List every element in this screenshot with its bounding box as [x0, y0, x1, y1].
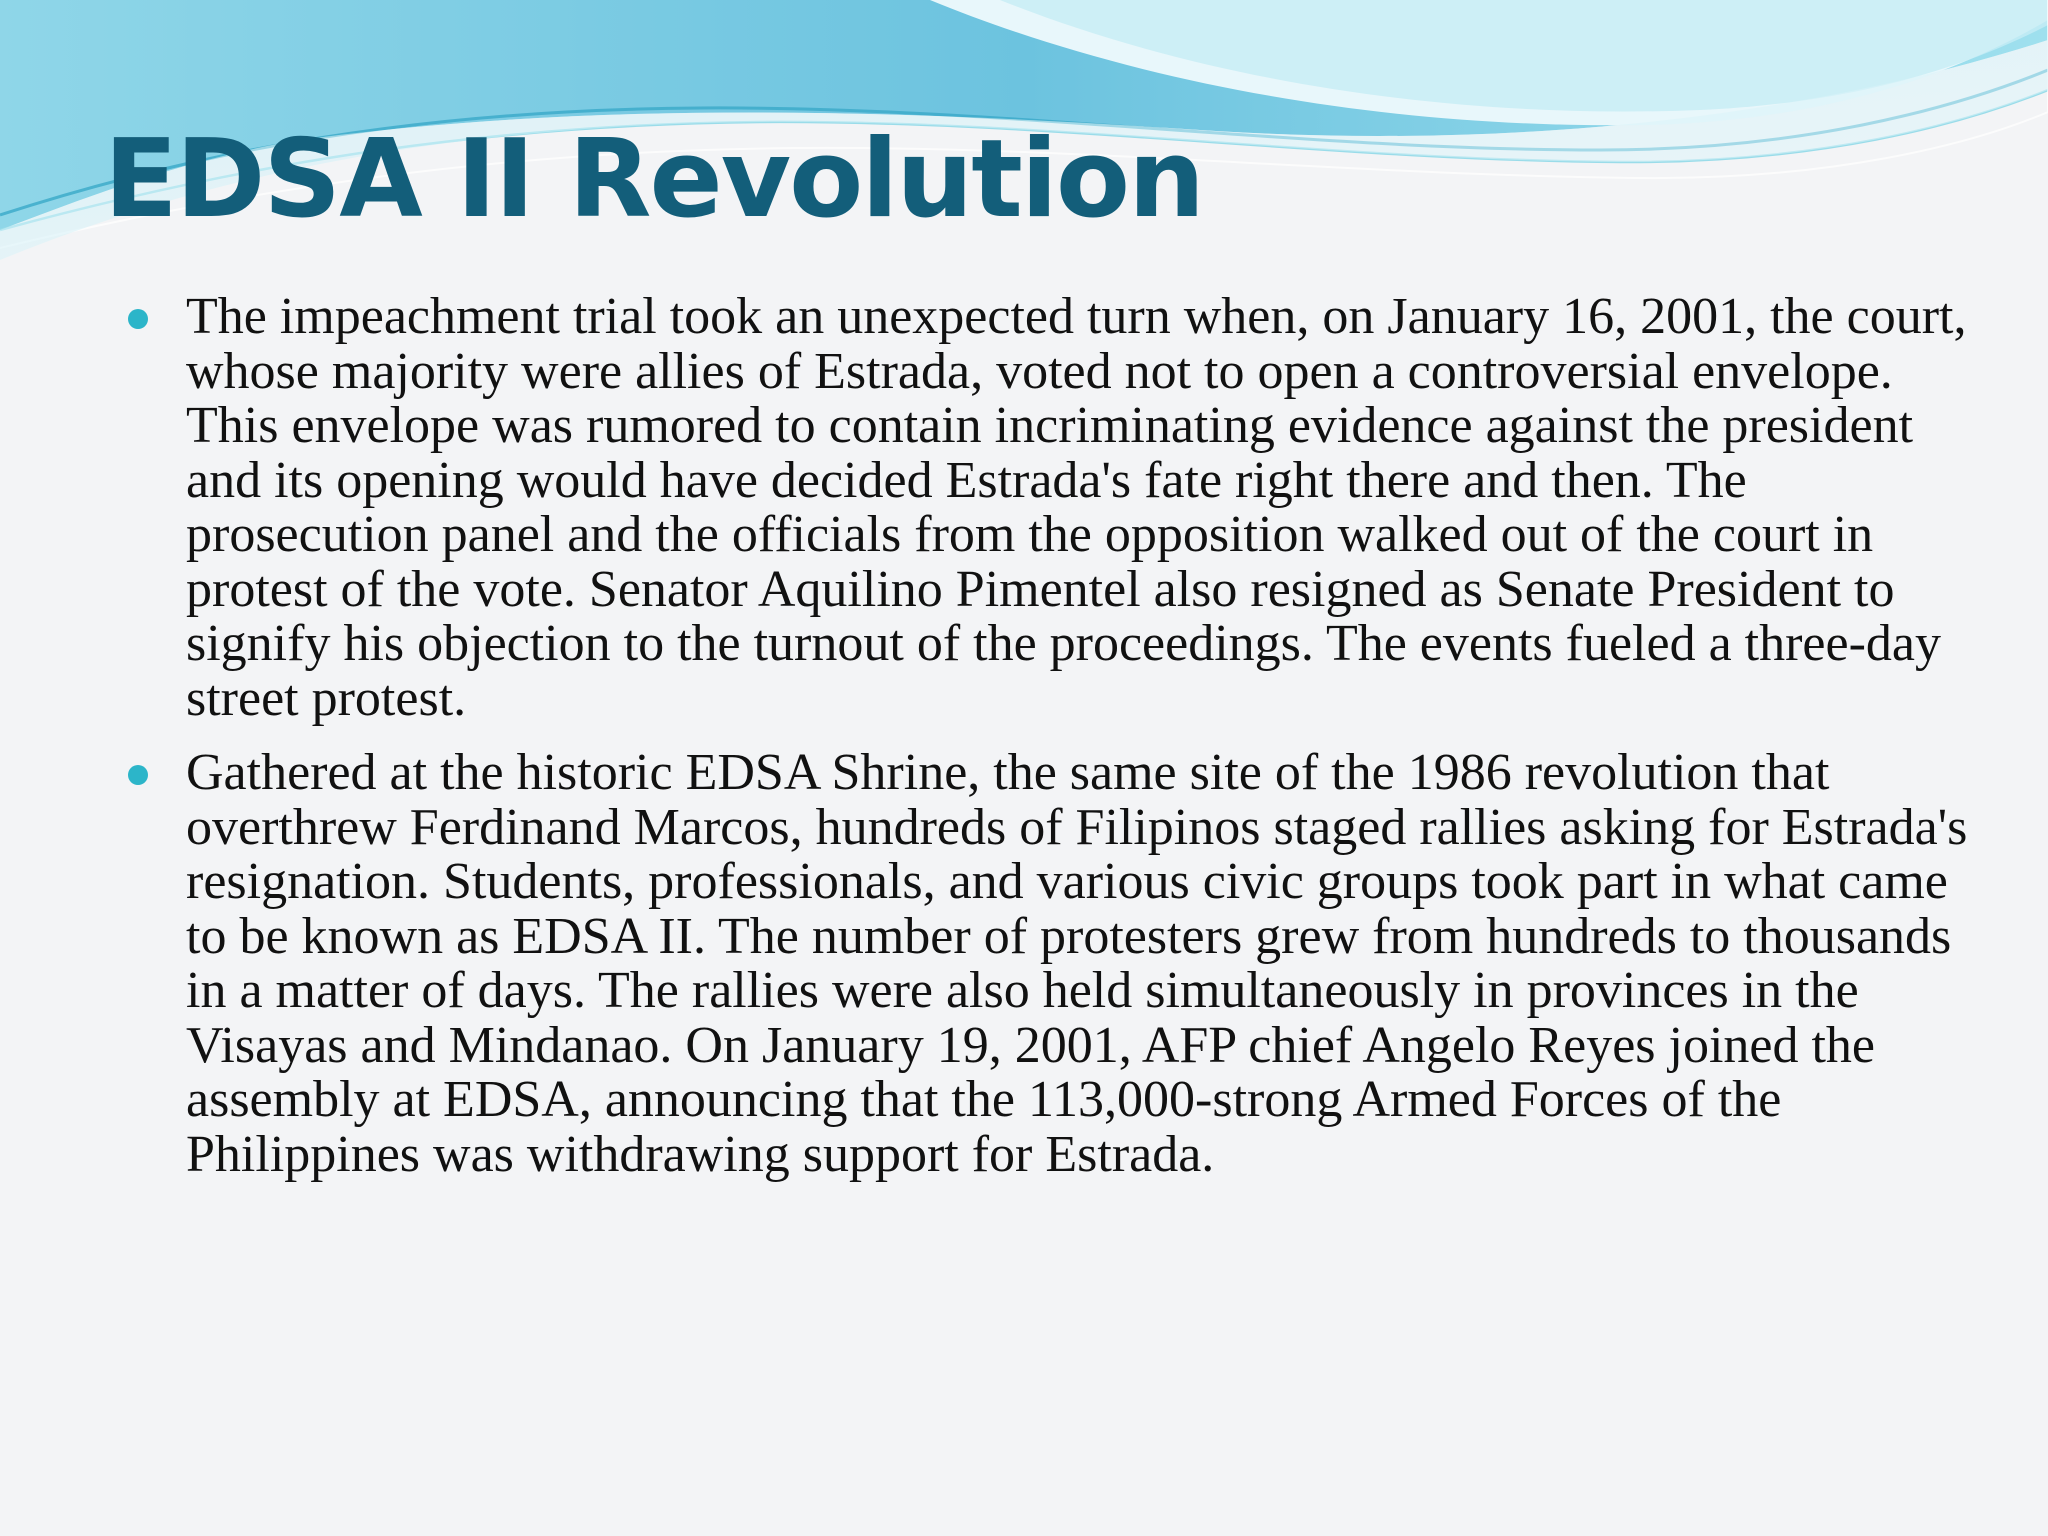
bullet-dot-icon — [128, 309, 148, 329]
bullet-list — [128, 290, 1968, 1202]
bullet-dot-icon — [128, 765, 148, 785]
bullet-text: The impeachment trial took an unexpected turn when, on January 16, 2001, the court, whose majority were allies of Estrada, voted not to open a controversial envelope. This envelope was rumored to contain incriminating evidence against the president and its opening would have decided Estrada's fate right there and then. The prosecution panel and the officials from the opposition walked out of the court in protest of the vote. Senator Aquilino Pimentel also resigned as Senate President to signify his objection to the turnout of the proceedings. The events fueled a three-day street protest. — [186, 288, 1967, 727]
bullet-text: Gathered at the historic EDSA Shrine, the same site of the 1986 revolution that overthrew Ferdinand Marcos, hundreds of Filipinos staged rallies asking for Estrada's resignation. Students, professionals, and various civic groups took part in what came to be known as EDSA II. The number of protesters grew from hundreds to thousands in a matter of days. The rallies were also held simultaneously in provinces in the Visayas and Mindanao. On January 19, 2001, AFP chief Angelo Reyes joined the assembly at EDSA, announcing that the 113,000-strong Armed Forces of the Philippines was withdrawing support for Estrada. — [186, 744, 1968, 1183]
bullet-item — [128, 746, 1968, 1182]
slide-title: EDSA II Revolution — [104, 117, 1204, 242]
bullet-item — [128, 290, 1968, 726]
